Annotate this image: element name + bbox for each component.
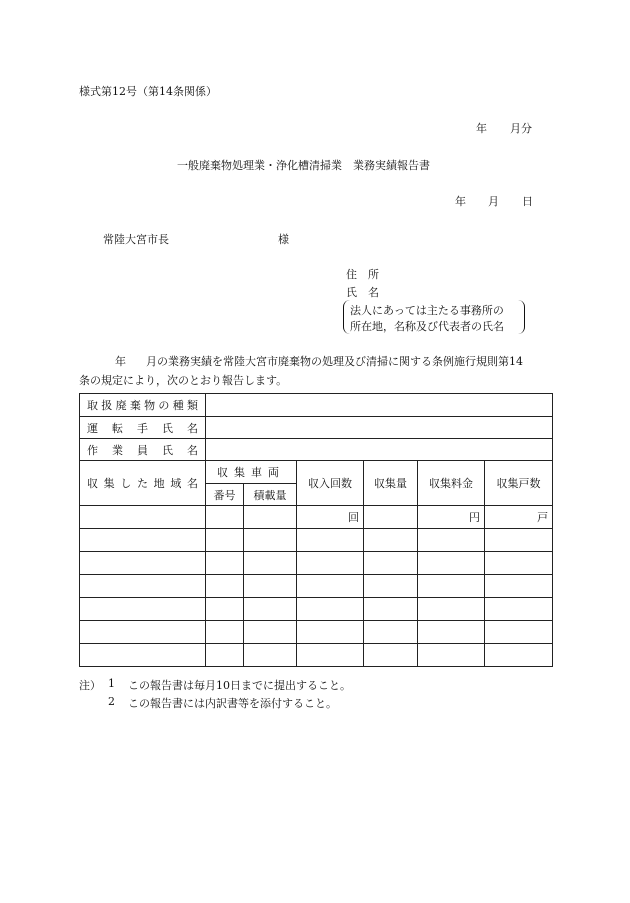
vehicle-capacity-cell[interactable] [244,506,297,529]
period-year-label: 年 [476,122,487,135]
report-date-month: 月 [488,195,499,208]
trips-cell[interactable] [297,644,364,667]
fee-cell[interactable] [418,598,485,621]
amount-cell[interactable] [364,621,418,644]
table-row [80,621,553,644]
corporation-note [343,300,525,334]
trips-header: 収入回数 [297,461,364,506]
trips-cell[interactable] [297,552,364,575]
vehicle-number-header: 番号 [206,484,244,506]
name-label: 氏 名 [346,286,379,299]
vehicle-capacity-cell[interactable] [244,621,297,644]
addressee-honorific: 様 [278,233,289,246]
body-line1-text: 月の業務実績を常陸大宮市廃棄物の処理及び清掃に関する条例施行規則第14 [146,355,523,368]
households-cell[interactable] [485,598,553,621]
vehicle-capacity-cell[interactable] [244,598,297,621]
households-cell[interactable] [485,529,553,552]
amount-cell[interactable] [364,644,418,667]
trips-cell[interactable] [297,621,364,644]
households-cell[interactable]: 戸 [485,506,553,529]
amount-header: 収集量 [364,461,418,506]
corporation-note-line1: 法人にあっては主たる事務所の [350,304,504,317]
report-table [79,393,553,667]
note-2-number: 2 [108,695,115,708]
corporation-note-line2: 所在地，名称及び代表者の氏名 [350,320,504,333]
vehicle-number-cell[interactable] [206,598,244,621]
vehicle-header: 収集車両 [206,461,297,484]
trips-cell[interactable]: 回 [297,506,364,529]
table-row [80,506,553,529]
table-row [80,529,553,552]
note-1-text: この報告書は毎月10日までに提出すること。 [128,679,351,692]
body-paragraph [79,352,555,390]
area-cell[interactable] [80,598,206,621]
period-month-label: 月分 [510,122,532,135]
address-label: 住 所 [346,268,379,281]
vehicle-capacity-header: 積載量 [244,484,297,506]
households-cell[interactable] [485,644,553,667]
amount-cell[interactable] [364,575,418,598]
fee-cell[interactable] [418,644,485,667]
document-title: 一般廃棄物処理業・浄化槽清掃業 業務実績報告書 [177,159,430,172]
vehicle-capacity-cell[interactable] [244,644,297,667]
note-1-number: 1 [108,677,115,690]
vehicle-number-cell[interactable] [206,621,244,644]
waste-type-field[interactable] [206,394,553,417]
area-cell[interactable] [80,644,206,667]
area-cell[interactable] [80,529,206,552]
body-line-2: 条の規定により，次のとおり報告します。 [79,374,288,387]
fee-cell[interactable] [418,552,485,575]
driver-name-field[interactable] [206,417,553,439]
fee-cell[interactable] [418,621,485,644]
vehicle-number-cell[interactable] [206,506,244,529]
table-row [80,644,553,667]
worker-name-field[interactable] [206,439,553,461]
households-cell[interactable] [485,621,553,644]
report-date-year: 年 [455,195,466,208]
body-line-1 [79,352,555,371]
households-header: 収集戸数 [485,461,553,506]
trips-cell[interactable] [297,529,364,552]
households-cell[interactable] [485,552,553,575]
households-cell[interactable] [485,575,553,598]
collection-area-header: 収集した地域名 [80,461,206,506]
notes-prefix: 注） [79,679,101,692]
trips-cell[interactable] [297,575,364,598]
vehicle-number-cell[interactable] [206,575,244,598]
form-number: 様式第12号（第14条関係） [79,85,217,98]
area-cell[interactable] [80,552,206,575]
fee-cell[interactable] [418,575,485,598]
fee-cell[interactable]: 円 [418,506,485,529]
amount-cell[interactable] [364,552,418,575]
table-row [80,575,553,598]
worker-name-label: 作業員氏名 [80,439,206,461]
fee-cell[interactable] [418,529,485,552]
fee-header: 収集料金 [418,461,485,506]
trips-cell[interactable] [297,598,364,621]
table-row [80,552,553,575]
vehicle-number-cell[interactable] [206,552,244,575]
area-cell[interactable] [80,506,206,529]
report-date-day: 日 [522,195,533,208]
note-2-text: この報告書には内訳書等を添付すること。 [128,697,337,710]
vehicle-number-cell[interactable] [206,644,244,667]
vehicle-number-cell[interactable] [206,529,244,552]
area-cell[interactable] [80,575,206,598]
area-cell[interactable] [80,621,206,644]
amount-cell[interactable] [364,529,418,552]
vehicle-capacity-cell[interactable] [244,552,297,575]
vehicle-capacity-cell[interactable] [244,529,297,552]
amount-cell[interactable] [364,598,418,621]
table-row [80,598,553,621]
waste-type-label: 取扱廃棄物の種類 [80,394,206,417]
addressee-name: 常陸大宮市長 [103,233,169,246]
body-year: 年 [115,355,126,368]
amount-cell[interactable] [364,506,418,529]
vehicle-capacity-cell[interactable] [244,575,297,598]
driver-name-label: 運転手氏名 [80,417,206,439]
